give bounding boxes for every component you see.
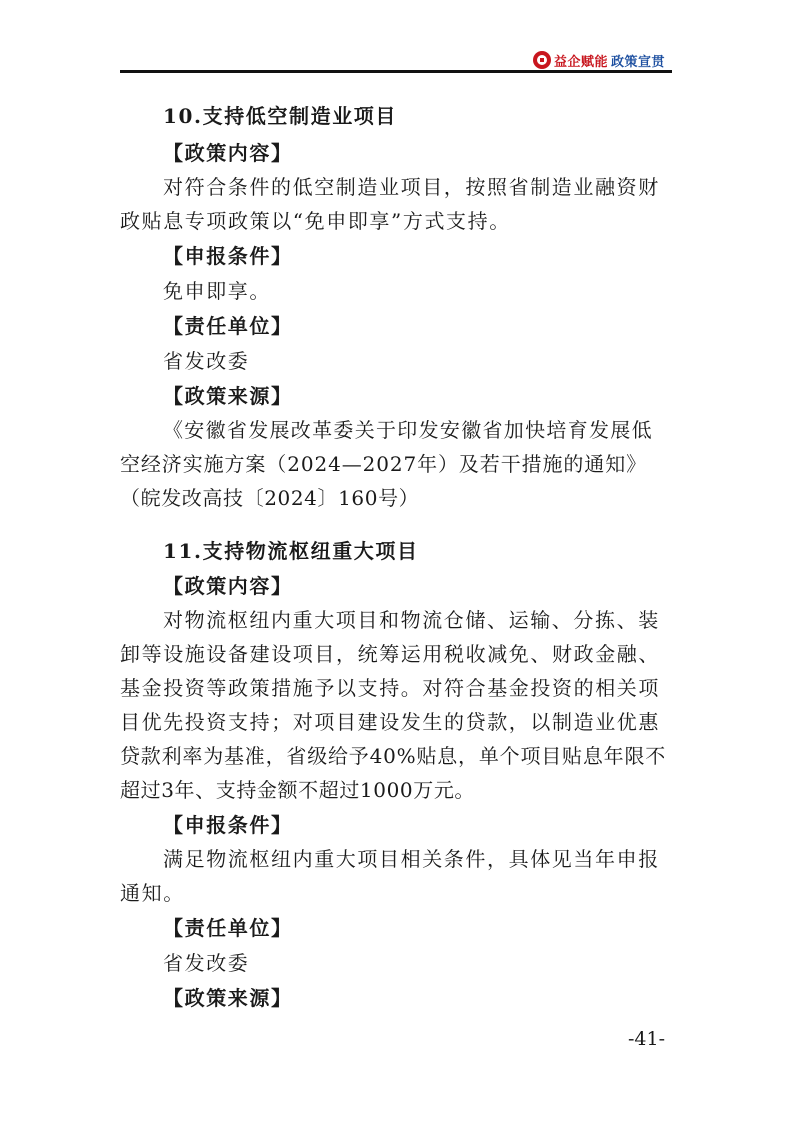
logo-subtitle: 政策宣贯 xyxy=(611,54,666,70)
section-heading-unit: 【责任单位】 xyxy=(163,916,293,940)
paragraph-line: 基金投资等政策措施予以支持。对符合基金投资的相关项 xyxy=(120,676,660,700)
section-heading-conditions: 【申报条件】 xyxy=(163,813,293,837)
paragraph-line: 超过3年、支持金额不超过1000万元。 xyxy=(120,778,476,802)
section-title: 11.支持物流枢纽重大项目 xyxy=(163,539,419,563)
paragraph-line: 对符合条件的低空制造业项目，按照省制造业融资财 xyxy=(163,175,660,199)
section-title: 10.支持低空制造业项目 xyxy=(163,104,397,128)
section-heading-content: 【政策内容】 xyxy=(163,574,293,598)
section-heading-unit: 【责任单位】 xyxy=(163,314,293,338)
header-divider xyxy=(120,70,672,73)
paragraph-line: 空经济实施方案（2024—2027年）及若干措施的通知》 xyxy=(120,452,647,476)
paragraph-line: 免申即享。 xyxy=(163,279,271,303)
paragraph-line: 卸等设施设备建设项目，统筹运用税收减免、财政金融、 xyxy=(120,642,660,666)
paragraph-line: 目优先投资支持；对项目建设发生的贷款，以制造业优惠 xyxy=(120,710,660,734)
logo-text xyxy=(554,51,665,70)
logo-brand: 益企赋能 xyxy=(554,54,609,70)
section-heading-source: 【政策来源】 xyxy=(163,384,293,408)
paragraph-line: 省发改委 xyxy=(163,349,250,373)
paragraph-line: 《安徽省发展改革委关于印发安徽省加快培育发展低 xyxy=(163,418,653,442)
paragraph-line: 政贴息专项政策以“免申即享”方式支持。 xyxy=(120,209,511,233)
paragraph-line: 贷款利率为基准，省级给予40%贴息，单个项目贴息年限不 xyxy=(120,744,667,768)
header-logo xyxy=(533,50,665,70)
section-heading-source: 【政策来源】 xyxy=(163,986,293,1010)
logo-emblem-icon xyxy=(533,51,551,69)
paragraph-line: 满足物流枢纽内重大项目相关条件，具体见当年申报 xyxy=(163,847,660,871)
paragraph-line: 省发改委 xyxy=(163,951,250,975)
page-number: -41- xyxy=(628,1028,666,1050)
paragraph-line: （皖发改高技〔2024〕160号） xyxy=(120,486,420,510)
paragraph-line: 对物流枢纽内重大项目和物流仓储、运输、分拣、装 xyxy=(163,608,660,632)
section-heading-conditions: 【申报条件】 xyxy=(163,244,293,268)
paragraph-line: 通知。 xyxy=(120,881,185,905)
section-heading-content: 【政策内容】 xyxy=(163,141,293,165)
